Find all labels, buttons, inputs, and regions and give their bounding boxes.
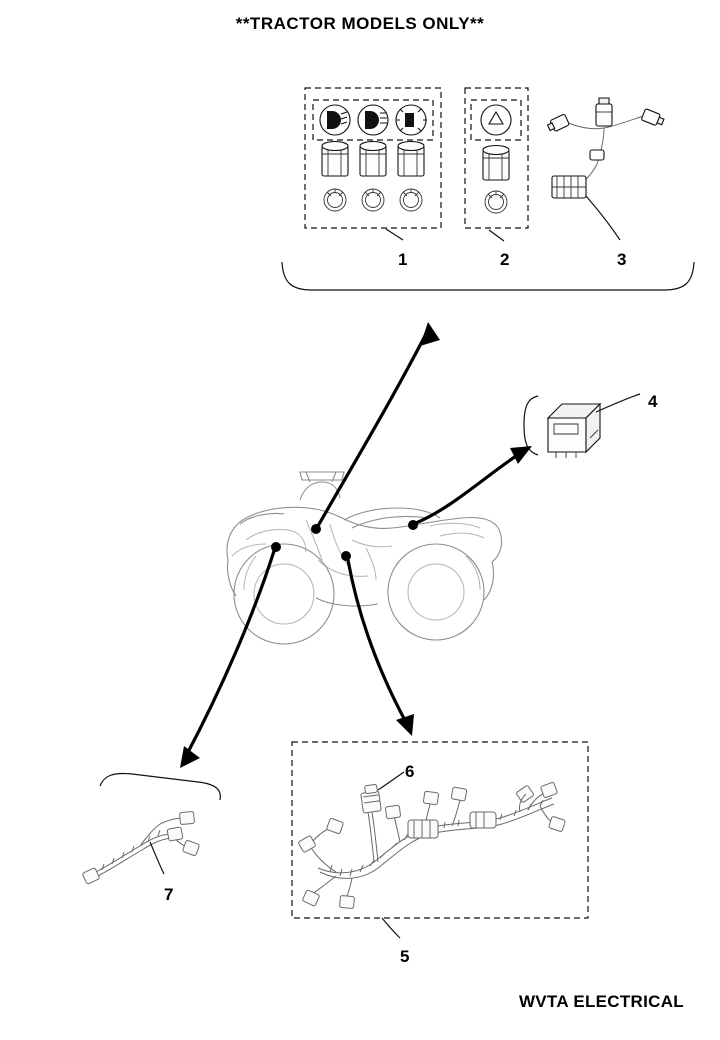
page-title: **TRACTOR MODELS ONLY** [235, 14, 485, 33]
callout-6: 6 [405, 762, 415, 781]
callout-3: 3 [617, 250, 627, 269]
part-3-lead-wire-assembly [546, 98, 665, 240]
callout-7: 7 [164, 885, 174, 904]
callout-2: 2 [500, 250, 510, 269]
callout-4: 4 [648, 392, 658, 411]
top-group-bracket [282, 262, 694, 290]
part-5-main-wire-harness [292, 742, 588, 938]
part-2-hazard-switch [465, 88, 528, 241]
footer-label: WVTA ELECTRICAL [518, 992, 684, 1011]
leader-arrows [180, 322, 532, 768]
callout-1: 1 [398, 250, 408, 269]
callout-5: 5 [400, 947, 410, 966]
part-1-switch-panel [305, 88, 441, 240]
part-4-relay-unit [524, 394, 640, 458]
part-7-sub-wire-harness [82, 774, 220, 885]
